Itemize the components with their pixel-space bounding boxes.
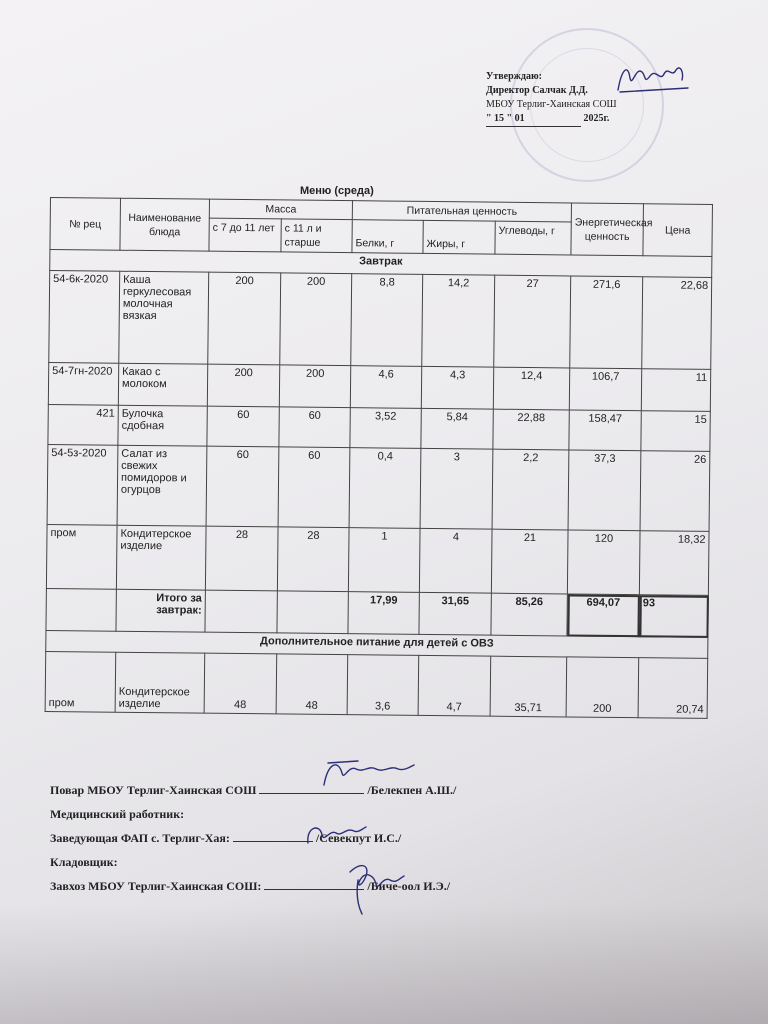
total-carbs: 85,26	[491, 593, 567, 636]
total-label: Итого за завтрак:	[116, 589, 205, 632]
dish-name: Кондитерское изделие	[116, 525, 206, 590]
protein: 1	[348, 528, 420, 593]
protein: 0,4	[349, 448, 421, 529]
header-mass: Масса	[209, 199, 352, 219]
rec-number: пром	[45, 651, 116, 712]
header-carbs: Углеводы, г	[495, 221, 571, 255]
header-nutrition: Питательная ценность	[352, 201, 571, 222]
header-mass-7-11: с 7 до 11 лет	[209, 218, 281, 252]
cook-label: Повар МБОУ Терлиг-Хаинская СОШ	[50, 783, 257, 797]
empty-cell	[46, 588, 116, 631]
section-extra: Дополнительное питание для детей с ОВЗ	[46, 630, 708, 658]
mass-7-11: 200	[208, 272, 281, 365]
header-price: Цена	[643, 204, 713, 257]
dish-name: Какао с молоком	[118, 363, 207, 406]
price: 26	[640, 451, 710, 532]
table-row	[49, 271, 712, 370]
protein: 3,52	[350, 408, 421, 449]
paper-shadow	[0, 904, 768, 1024]
energy: 200	[566, 657, 639, 718]
mass-11: 200	[280, 273, 352, 366]
energy: 158,47	[569, 410, 641, 451]
fap-name: /Севекпут И.С./	[315, 831, 402, 845]
supply-signature	[340, 858, 410, 918]
approval-school: МБОУ Терлиг-Хаинская СОШ	[486, 99, 617, 110]
storekeeper-line: Кладовщик:	[50, 855, 118, 869]
price: 22,68	[642, 277, 712, 370]
mass-11: 200	[279, 365, 350, 408]
fat: 4,3	[421, 366, 493, 409]
section-breakfast: Завтрак	[50, 250, 712, 278]
supply-name: /Биче-оол И.Э./	[367, 879, 451, 893]
approval-date: " 15 " 01	[486, 112, 581, 127]
empty-cell	[205, 590, 277, 633]
mass-11: 60	[278, 447, 350, 528]
total-price: 93	[639, 595, 708, 638]
medic-line: Медицинский работник:	[50, 807, 185, 821]
dish-name: Булочка сдобная	[118, 405, 207, 446]
mass-11: 60	[279, 407, 350, 448]
price: 20,74	[638, 658, 708, 719]
table-row	[48, 404, 710, 451]
rec-number: 54-7гн-2020	[48, 362, 118, 405]
approval-date-line	[486, 112, 617, 127]
total-energy: 694,07	[567, 594, 639, 637]
header-energy: Энергетическая ценность	[571, 203, 644, 256]
header-mass-11: с 11 л и старше	[281, 219, 352, 253]
table-row	[46, 524, 709, 595]
fat: 3	[420, 448, 493, 529]
header-protein: Белки, г	[352, 220, 423, 254]
rec-number: 421	[48, 404, 118, 445]
protein: 8,8	[351, 274, 423, 367]
table-row	[48, 362, 710, 411]
cook-signature	[318, 755, 418, 795]
cook-name: /Белекпен А.Ш./	[367, 783, 457, 797]
fat: 4	[419, 528, 492, 593]
price: 18,32	[639, 531, 709, 596]
menu-table	[45, 197, 713, 719]
fat: 5,84	[421, 408, 493, 449]
energy: 106,7	[569, 368, 641, 411]
empty-cell	[277, 591, 348, 634]
protein: 4,6	[350, 366, 421, 409]
menu-title: Меню (среда)	[300, 185, 374, 197]
mass-11: 28	[277, 527, 349, 592]
price: 11	[641, 369, 710, 412]
fap-label: Заведующая ФАП с. Терлиг-Хая:	[50, 831, 230, 845]
total-fat: 31,65	[419, 592, 491, 635]
dish-name: Салат из свежих помидоров и огурцов	[117, 445, 207, 526]
approval-label: Утверждаю:	[486, 71, 542, 82]
table-row	[47, 444, 710, 531]
mass-7-11: 200	[207, 364, 279, 407]
mass-11: 48	[276, 654, 348, 715]
energy: 37,3	[568, 450, 641, 531]
energy: 271,6	[570, 276, 643, 369]
dish-name: Каша геркулесовая молочная вязкая	[119, 271, 209, 364]
dish-name: Кондитерское изделие	[115, 652, 205, 713]
approval-director: Директор Салчак Д.Д.	[486, 85, 588, 96]
rec-number: 54-6к-2020	[49, 271, 120, 364]
header-dish: Наименование блюда	[120, 198, 210, 251]
carbs: 27	[494, 275, 571, 368]
total-row	[46, 588, 708, 637]
protein: 3,6	[347, 655, 419, 716]
carbs: 35,71	[490, 656, 567, 717]
carbs: 2,2	[492, 449, 569, 530]
mass-7-11: 60	[207, 406, 279, 447]
supply-label: Завхоз МБОУ Терлиг-Хаинская СОШ:	[50, 879, 262, 893]
fat: 4,7	[418, 655, 491, 716]
header-rec-no: № рец	[50, 198, 121, 251]
carbs: 21	[491, 529, 568, 594]
mass-7-11: 48	[204, 653, 277, 714]
mass-7-11: 28	[205, 526, 278, 591]
fat: 14,2	[422, 274, 495, 367]
rec-number: 54-5з-2020	[47, 444, 118, 525]
total-protein: 17,99	[348, 592, 419, 635]
fap-line	[50, 826, 456, 850]
approval-block	[486, 70, 617, 127]
header-fat: Жиры, г	[423, 220, 495, 254]
mass-7-11: 60	[206, 446, 279, 527]
price: 15	[641, 411, 710, 452]
approval-year: 2025г.	[583, 113, 610, 124]
energy: 120	[567, 530, 640, 595]
carbs: 22,88	[493, 409, 569, 450]
director-signature	[610, 58, 690, 98]
rec-number: пром	[46, 524, 117, 589]
table-row	[45, 651, 708, 718]
fap-signature	[300, 815, 370, 853]
carbs: 12,4	[493, 367, 569, 410]
